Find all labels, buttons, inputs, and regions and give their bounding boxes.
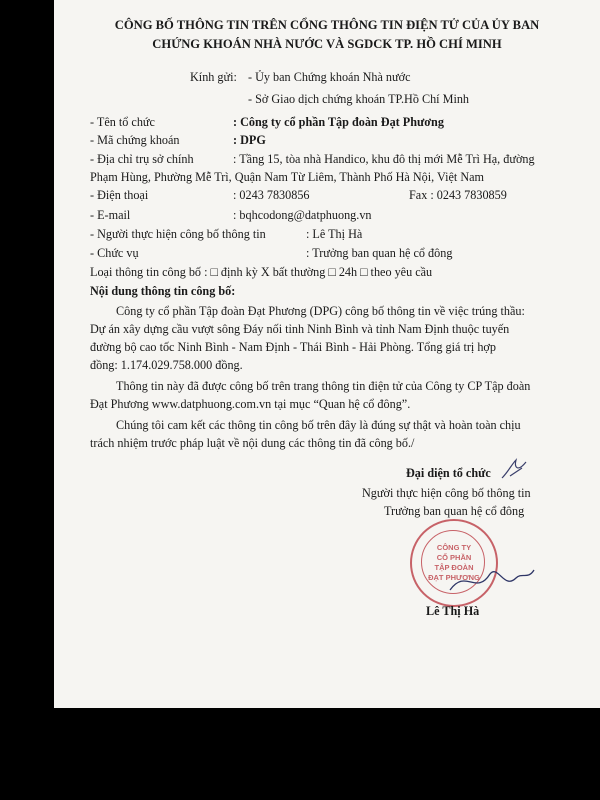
signer-role-2: Trưởng ban quan hệ cổ đông xyxy=(384,504,525,518)
content-p2-line1: Thông tin này đã được công bố trên trang thông tin điện tử của Công ty CP Tập đoàn xyxy=(116,379,531,393)
initial-signature-icon xyxy=(500,458,530,482)
content-p3-line2: trách nhiệm trước pháp luật về nội dung các thông tin đã công bố./ xyxy=(90,436,415,450)
discloser-value: : Lê Thị Hà xyxy=(306,227,363,241)
address-value-2: Phạm Hùng, Phường Mễ Trì, Quận Nam Từ Liêm, Thành Phố Hà Nội, Việt Nam xyxy=(90,170,485,184)
position-value: : Trưởng ban quan hệ cổ đông xyxy=(306,246,453,260)
org-label: - Tên tổ chức xyxy=(90,115,155,129)
content-p3-line1: Chúng tôi cam kết các thông tin công bố trên đây là đúng sự thật và hoàn toàn chịu xyxy=(116,418,521,432)
recipient-2: - Sở Giao dịch chứng khoán TP.Hồ Chí Minh xyxy=(248,92,470,106)
code-label: - Mã chứng khoán xyxy=(90,133,180,147)
content-p1-line3: đường bộ cao tốc Ninh Bình - Nam Định - Thái Bình - Hải Phòng. Tổng giá trị hợp xyxy=(90,340,496,354)
content-p1-line4: đồng: 1.174.029.758.000 đồng. xyxy=(90,358,243,372)
header-line-1: CÔNG BỐ THÔNG TIN TRÊN CỔNG THÔNG TIN ĐIỆN TỬ CỦA ỦY BAN xyxy=(114,18,540,32)
signer-role-1: Người thực hiện công bố thông tin xyxy=(362,486,531,500)
phone-label: - Điện thoại xyxy=(90,188,149,202)
document-page xyxy=(54,0,600,708)
email-value: : bqhcodong@datphuong.vn xyxy=(233,208,372,222)
company-stamp-icon: CÔNG TY CỔ PHẦN TẬP ĐOÀN ĐẠT PHƯƠNG xyxy=(410,519,498,607)
content-p1-line1: Công ty cổ phần Tập đoàn Đạt Phương (DPG) công bố thông tin về việc trúng thầu: xyxy=(116,304,525,318)
info-type-line: Loại thông tin công bố : □ định kỳ X bất thường □ 24h □ theo yêu cầu xyxy=(90,265,433,279)
phone-value: : 0243 7830856 xyxy=(233,188,310,202)
content-p1-line2: Dự án xây dựng cầu vượt sông Đáy nối tỉnh Ninh Bình và tỉnh Nam Định thuộc tuyến xyxy=(90,322,510,336)
address-value-1: : Tầng 15, tòa nhà Handico, khu đô thị mới Mễ Trì Hạ, đường xyxy=(233,152,535,166)
recipient-1: - Ủy ban Chứng khoán Nhà nước xyxy=(248,70,411,84)
content-p2-line2: Đạt Phương www.datphuong.com.vn tại mục “Quan hệ cổ đông”. xyxy=(90,397,411,411)
content-heading: Nội dung thông tin công bố: xyxy=(90,284,236,298)
header-line-2: CHỨNG KHOÁN NHÀ NƯỚC VÀ SGDCK TP. HỒ CHÍ MINH xyxy=(152,37,502,51)
org-value: : Công ty cổ phần Tập đoàn Đạt Phương xyxy=(233,115,444,129)
representative-label: Đại diện tổ chức xyxy=(406,466,491,480)
recipients-label: Kính gửi: xyxy=(190,70,237,84)
fax-value: Fax : 0243 7830859 xyxy=(409,188,507,202)
code-value: : DPG xyxy=(233,133,266,147)
handwritten-signature-icon xyxy=(446,560,536,600)
discloser-label: - Người thực hiện công bố thông tin xyxy=(90,227,266,241)
email-label: - E-mail xyxy=(90,208,131,222)
signer-name: Lê Thị Hà xyxy=(426,604,480,618)
position-label: - Chức vụ xyxy=(90,246,139,260)
address-label: - Địa chỉ trụ sở chính xyxy=(90,152,194,166)
